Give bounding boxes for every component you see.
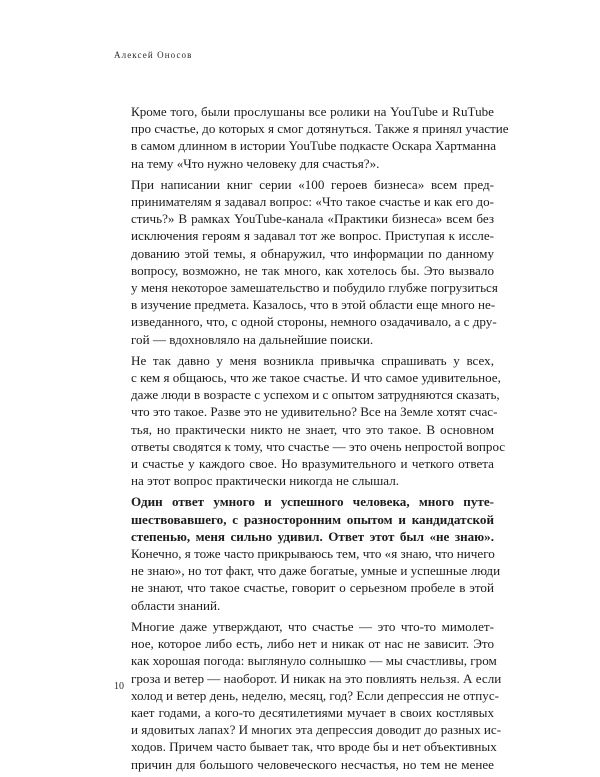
paragraph-5: Многие даже утверждают, что счастье — это что-то мимолет- ное, которое либо есть, либо нет и никак от нас не зависит. Это как хорошая погода: выглянуло солнышко — мы счастливы, гром гроза и ветер — наоборот. И никак на это повлиять нельзя. А если холод и ветер день, неделю, месяц, год? Если депрессия не отпус- кает годами, а кого-то десятилетиями мучает в своих костлявых и ядовитых лапах? И многих эта депрессия доводит до разных ис- ходов. Причем часто бывает так, что вроде бы и нет объективных причин для большого человеческого несчастья, но тем не менее <box>131 618 502 772</box>
page-number: 10 <box>114 681 124 692</box>
paragraph-3: Не так давно у меня возникла привычка спрашивать у всех, с кем я общаюсь, что же такое счастье. И что самое удивительное, даже люди в возрасте с успехом и с опытом затрудняются сказать, что это такое. Разве это не удивительно? Все на Земле хотят счас- тья, но практически никто не знает, что это такое. В основном ответы сводятся к тому, что счастье — это очень непростой вопрос и счастье у каждого свое. Но вразумительного и четкого ответа на этот вопрос практически никогда не слышал. <box>131 352 506 489</box>
running-head: Алексей Оносов <box>114 50 193 60</box>
paragraph-2: При написании книг серии «100 героев бизнеса» всем пред- принимателям я задавал вопрос: «Что такое счастье и как его до- стичь?» В рамках YouTube-канала «Практики бизнеса» всем без исключения героям я задавал тот же вопрос. Приступая к иссле- дованию этой темы, я обнаружил, что информации по данному вопросу, возможно, не так много, как хотелось бы. Это вызвало у меня некоторое замешательство и побудило глубже погрузиться в изучение предмета. Казалось, что в этой области еще много не- изведанного, что, с одной стороны, немного озадачивало, а с дру- гой — вдохновляло на дальнейшие поиски. <box>131 176 498 347</box>
body-text <box>113 103 509 777</box>
paragraph-1: Кроме того, были прослушаны все ролики на YouTube и RuTube про счастье, до которых я смог дотянуться. Также я принял участие в самом длинном в истории YouTube подкасте Оскара Хартманна на тему «Что нужно человеку для счастья?». <box>131 104 509 171</box>
paragraph-4: Один ответ умного и успешного человека, много путе- шествовавшего, с разносторонним опытом и кандидатской степенью, меня сильно удивил. Ответ этот был «не знаю». Конечно, я тоже часто прикрываюсь тем, что «я знаю, что ничего не знаю», но тот факт, что даже богатые, умные и успешные люди не знают, что такое счастье, говорит о серьезном пробеле в этой области знаний. <box>131 494 501 613</box>
